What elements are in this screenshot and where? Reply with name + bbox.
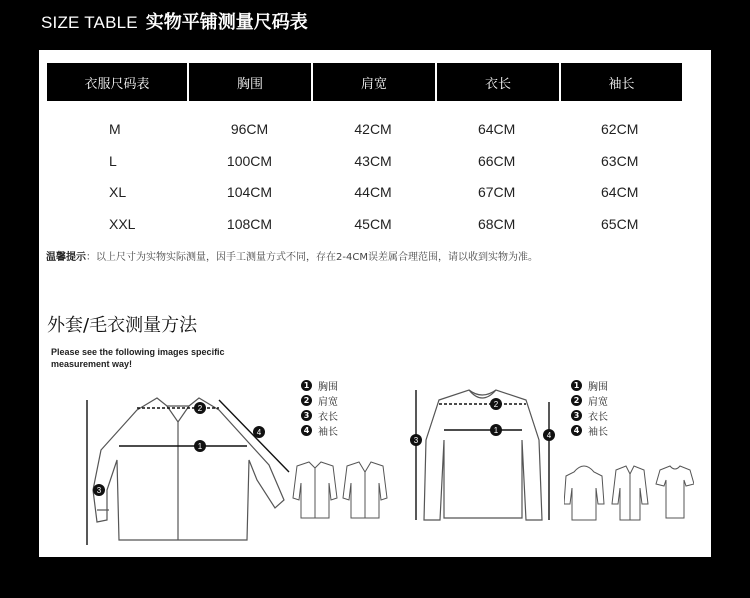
table-cell: 108CM <box>226 216 273 232</box>
sweater-diagram <box>404 380 564 530</box>
svg-text:3: 3 <box>96 486 102 495</box>
table-cell: 66CM <box>477 153 516 169</box>
legend-num: 4 <box>301 425 312 436</box>
table-cell: 42CM <box>354 121 392 137</box>
legend-label: 胸围 <box>318 382 338 393</box>
legend-label: 衣长 <box>588 412 608 423</box>
legend-num: 4 <box>571 425 582 436</box>
table-cell: 62CM <box>601 121 639 137</box>
tip-label: 温馨提示 <box>46 252 86 263</box>
legend-item <box>301 378 338 393</box>
table-row <box>47 184 682 200</box>
table-cell: 67CM <box>477 184 516 200</box>
legend-num: 2 <box>301 395 312 406</box>
table-cell: 63CM <box>601 153 639 169</box>
marker-chest-icon <box>490 424 502 436</box>
marker-length-icon <box>410 434 422 446</box>
legend-label: 袖长 <box>588 427 608 438</box>
legend-num: 1 <box>571 380 582 391</box>
legend-num: 2 <box>571 395 582 406</box>
measure-note-line1: Please see the following images specific <box>51 347 225 357</box>
col-length: 衣长 <box>437 63 559 101</box>
table-cell: XXL <box>109 216 136 232</box>
svg-text:1: 1 <box>493 426 499 435</box>
shirt-diagram <box>79 370 309 545</box>
legend-item <box>571 408 608 423</box>
legend-item <box>571 393 608 408</box>
legend-item <box>301 408 338 423</box>
svg-text:1: 1 <box>197 442 203 451</box>
table-cell: 45CM <box>354 216 392 232</box>
table-cell: 96CM <box>230 121 269 137</box>
table-cell: M <box>109 121 121 137</box>
svg-text:3: 3 <box>413 436 419 445</box>
table-cell: 68CM <box>477 216 516 232</box>
table-row <box>47 153 682 169</box>
marker-shoulder-icon <box>194 402 206 414</box>
measure-note-line2: measurement way! <box>51 359 133 369</box>
legend-label: 肩宽 <box>588 397 608 408</box>
svg-text:2: 2 <box>493 400 499 409</box>
table-cell: XL <box>109 184 127 200</box>
svg-text:4: 4 <box>546 431 552 440</box>
sweater-thumbnails-icon <box>564 460 694 525</box>
marker-sleeve-icon <box>253 426 265 438</box>
svg-text:2: 2 <box>197 404 203 413</box>
col-size: 衣服尺码表 <box>47 63 187 101</box>
legend-num: 3 <box>571 410 582 421</box>
legend-label: 胸围 <box>588 382 608 393</box>
marker-sleeve-icon <box>543 429 555 441</box>
size-panel <box>39 50 711 557</box>
col-chest: 胸围 <box>189 63 311 101</box>
table-cell: 104CM <box>226 184 273 200</box>
marker-chest-icon <box>194 440 206 452</box>
col-sleeve: 袖长 <box>561 63 682 101</box>
legend-jacket <box>301 378 338 438</box>
table-row <box>47 216 682 232</box>
legend-item <box>301 423 338 438</box>
table-cell: 100CM <box>226 153 273 169</box>
table-cell: 64CM <box>477 121 516 137</box>
page-header <box>41 8 308 33</box>
svg-text:4: 4 <box>256 428 262 437</box>
marker-shoulder-icon <box>490 398 502 410</box>
table-cell: 65CM <box>601 216 639 232</box>
header-title-en: SIZE TABLE <box>41 13 138 32</box>
tip-body: ：以上尺寸为实物实际测量，因手工测量方式不同，存在2-4CM误差属合理范围，请以收到实物为准。 <box>86 252 538 263</box>
legend-num: 1 <box>301 380 312 391</box>
legend-sweater <box>571 378 608 438</box>
marker-length-icon <box>93 484 105 496</box>
jacket-thumbnails-icon <box>289 458 389 523</box>
header-title-cn: 实物平铺测量尺码表 <box>145 12 308 33</box>
table-cell: 64CM <box>601 184 639 200</box>
measure-note <box>51 346 225 370</box>
legend-item <box>301 393 338 408</box>
legend-label: 衣长 <box>318 412 338 423</box>
legend-num: 3 <box>301 410 312 421</box>
table-cell: 43CM <box>354 153 392 169</box>
legend-item <box>571 378 608 393</box>
legend-label: 袖长 <box>318 427 338 438</box>
table-cell: L <box>109 153 117 169</box>
table-cell: 44CM <box>354 184 392 200</box>
table-header <box>47 63 682 101</box>
legend-label: 肩宽 <box>318 397 338 408</box>
table-row <box>47 121 682 137</box>
legend-item <box>571 423 608 438</box>
section-title: 外套/毛衣测量方法 <box>47 315 198 336</box>
tip-text <box>46 248 538 263</box>
col-shoulder: 肩宽 <box>313 63 435 101</box>
